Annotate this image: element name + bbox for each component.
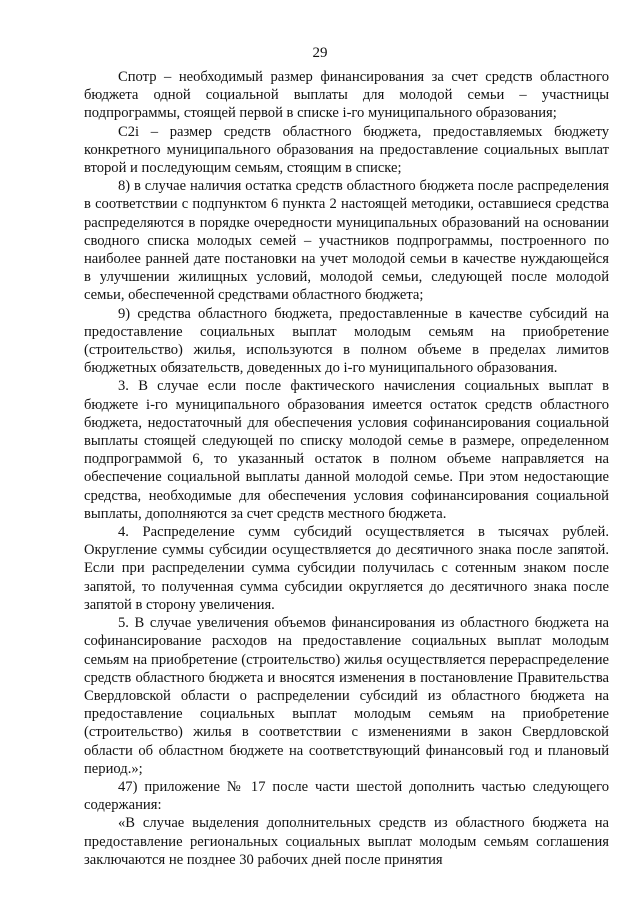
paragraph-spotr-definition: Спотр – необходимый размер финансирования за счет средств областного бюджета одной социальной выплаты для молодой семьи – участницы подпрограммы, стоящей первой в списке i-го муниципального образования; xyxy=(84,69,609,122)
document-body xyxy=(84,68,609,869)
paragraph-section-3: 3. В случае если после фактического начисления социальных выплат в бюджете i-го муниципального образования имеется остаток средств областного бюджета, недостаточный для обеспечения условия софинансирования социальной выплаты стоящей следующей по списку молодой семье в размере, определенном подпрограммой 6, то указанный остаток в полном объеме направляется на обеспечение социальной выплаты данной молодой семье. При этом недостающие средства, необходимые для обеспечения условия софинансирования социальной выплаты, дополняются за счет средств местного бюджета. xyxy=(84,378,609,522)
paragraph-section-4: 4. Распределение сумм субсидий осуществляется в тысячах рублей. Округление суммы субсидии осуществляется до десятичного знака после запятой. Если при распределении сумма субсидии получилась с сотенным знаком после запятой, то полученная сумма субсидии округляется до десятичного знака после запятой в сторону увеличения. xyxy=(84,524,609,613)
page-number: 29 xyxy=(312,45,328,61)
paragraph-section-5: 5. В случае увеличения объемов финансирования из областного бюджета на софинансирование расходов на предоставление социальных выплат молодым семьям на приобретение (строительство) жилья осуществляется перераспределение средств областного бюджета и вносятся изменения в постановление Правительства Свердловской области о распределении субсидий из областного бюджета на предоставление социальных выплат молодым семьям на приобретение (строительство) жилья в соответствии с изменениями в закон Свердловской области об областном бюджете на соответствующий финансовый год и плановый период.»; xyxy=(84,615,609,777)
paragraph-item-8: 8) в случае наличия остатка средств областного бюджета после распределения в соответствии с подпунктом 6 пункта 2 настоящей методики, оставшиеся средства распределяются в порядке очередности муниципальных образований на основании сводного списка молодых семей – участников подпрограммы, построенного по наиболее ранней дате постановки на учет молодой семьи в качестве нуждающейся в улучшении жилищных условий, молодой семьи, следующей после молодой семьи, обеспеченной средствами областного бюджета; xyxy=(84,178,609,304)
paragraph-quoted-addition: «В случае выделения дополнительных средств из областного бюджета на предоставление региональных социальных выплат молодым семьям соглашения заключаются не позднее 30 рабочих дней после принятия xyxy=(84,815,609,868)
paragraph-c2i-definition: C2i – размер средств областного бюджета, предоставляемых бюджету конкретного муниципального образования на предоставление социальных выплат второй и последующим семьям, стоящим в списке; xyxy=(84,123,609,177)
paragraph-item-47: 47) приложение № 17 после части шестой дополнить частью следующего содержания: xyxy=(84,778,609,814)
paragraph-item-9: 9) средства областного бюджета, предоставленные в качестве субсидий на предоставление социальных выплат молодым семьям на приобретение (строительство) жилья, используются в полном объеме в пределах лимитов бюджетных обязательств, доведенных до i-го муниципального образования. xyxy=(84,305,609,377)
